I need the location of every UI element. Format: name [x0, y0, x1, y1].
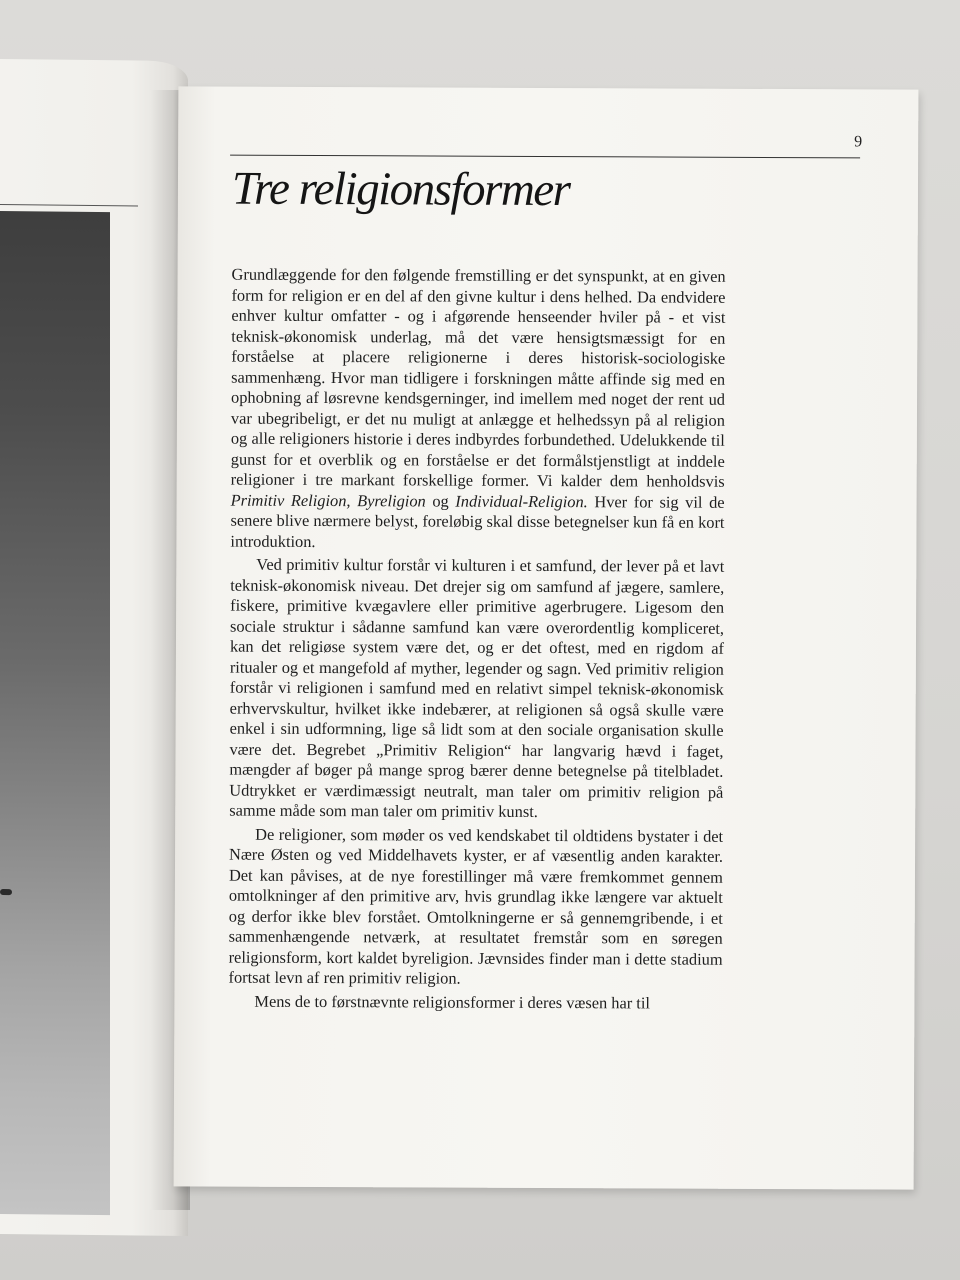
- paragraph-1-text-c: Hver for sig vil de senere blive nærmere belyst, foreløbig skal disse betegnelser kun få en kort introduktion.: [230, 491, 725, 551]
- paragraph-3: De religioner, som møder os ved kendskabet til oldtidens bystater i det Nære Østen og ved Middelhavets kyster, er af væsentlig anden karakter. Det kan påvises, at de nye forestillinger må være fremkommet gennem omtolkninger af den primitive arv, hvis grundlag ikke længere var aktuelt og derfor ikke blev forstået. Omtolkningerne er så gennemgribende, i et sammenhængende netværk, at resultatet fremstår som en søregen religionsform, kort kaldet byreligion. Jævnsides finder man i dette stadium fortsat levn af ren primitiv religion.: [228, 824, 724, 988]
- paragraph-1-italic-1: Primitiv Religion, Byreligion: [230, 490, 426, 510]
- left-page-photo: [0, 211, 110, 1215]
- right-page: [174, 86, 919, 1189]
- paragraph-1-text-a: Grundlæggende for den følgende fremstilling er det synspunkt, at en given form for religion er en del af den givne kultur i dens helhed. Da endvidere enhver kultur omfatter - og i afgørende henseender hviler på - et vist teknisk-økonomisk underlag, må det være hensigtsmæssigt for en forståelse at placere religionerne i deres historisk-sociologiske sammenhæng. Hvor man tidligere i forskningen måtte affinde sig med en ophobning af løsrevne kendsgerninger, ind imellem med noget der rent ud var ubegribeligt, er det nu muligt at anlægge et helhedssyn på al religion og alle religioners historie i deres indbyrdes forbundethed. Udelukkende til gunst for et overblik og en forståelse er det formålstjenstligt at inddele religioner i tre markant forskellige former. Vi kalder dem henholdsvis: [230, 264, 726, 491]
- paragraph-2: Ved primitiv kultur forstår vi kulturen i et samfund, der lever på et lavt teknisk-økonomisk niveau. Det drejer sig om samfund af jægere, samlere, fiskere, primitive kvægavlere eller primitive agerbrugere. Ligesom den sociale struktur i sådanne samfund kan være overordentlig kompliceret, kan det religiøse system være det, og er det oftest, med en rigdom af ritualer og et mangefold af myther, legender og sagn. Ved primitiv religion forstår vi religionen i samfund med en relativt simpel teknisk-økonomisk erhvervskultur, hvilket ikke indebærer, at religionen så også skulle være enkel i sin udformning, lige så lidt som at den sociale organisation skulle være det. Begrebet „Primitiv Religion“ har langvarig hævd i faget, mængder af bøger på mange sprog bærer denne betegnelse på titelbladet. Udtrykket er værdimæssigt neutralt, man taler om primitiv religion på samme måde som man taler om primitiv kunst.: [229, 554, 725, 821]
- paragraph-1: [230, 265, 725, 554]
- paragraph-4: Mens de to førstnævnte religionsformer i deres væsen har til: [254, 991, 651, 1012]
- body-text: [228, 265, 725, 1014]
- chapter-title: Tre religionsformer: [231, 162, 570, 217]
- paragraph-1-italic-2: Individual-Religion.: [455, 491, 588, 511]
- paragraph-1-text-b: og: [425, 490, 456, 511]
- left-header-rule: [0, 204, 138, 206]
- page-number: 9: [854, 133, 863, 151]
- photo-detail: [0, 889, 12, 895]
- header-rule: [230, 155, 860, 159]
